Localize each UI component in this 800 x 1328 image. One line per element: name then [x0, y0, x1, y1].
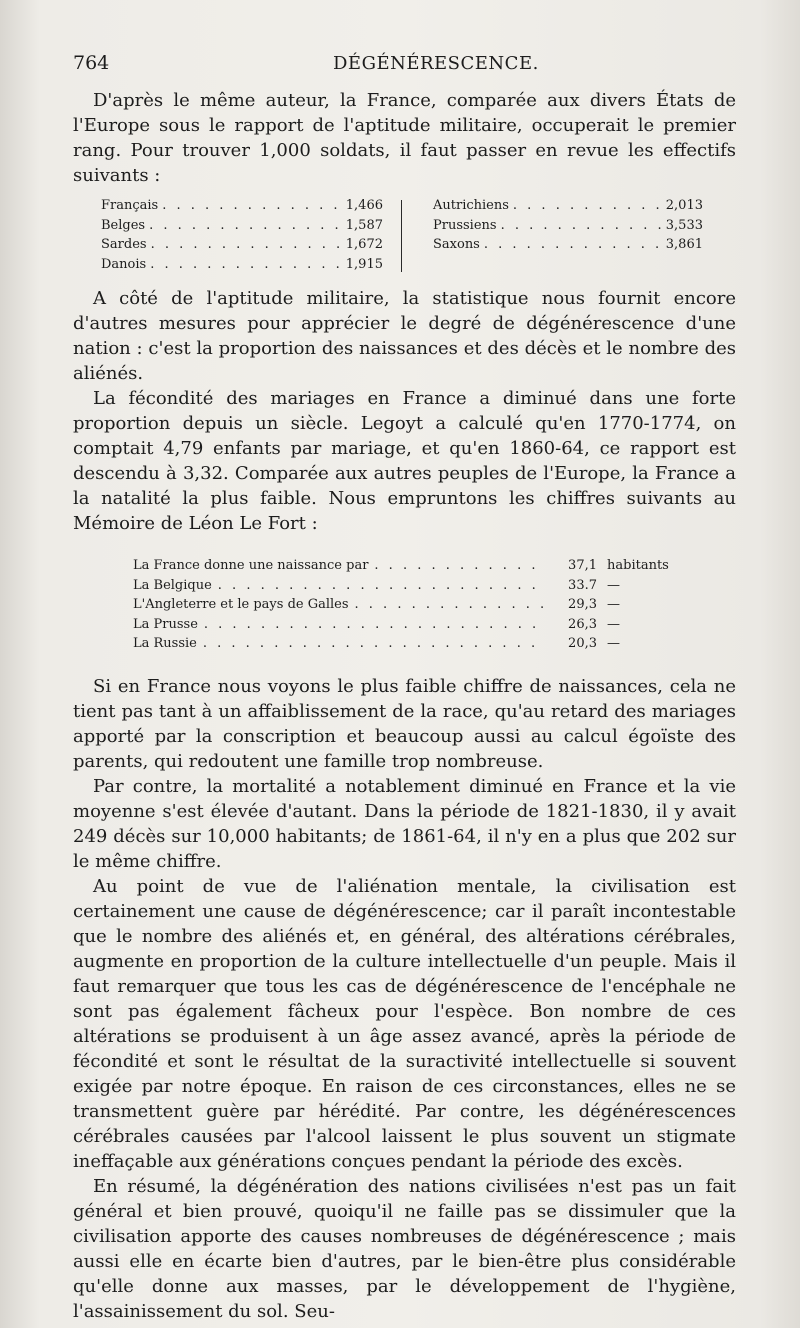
natality-row [133, 634, 679, 654]
military-row [433, 235, 703, 255]
effective-value: 1,672 [345, 237, 383, 252]
ditto-mark: — [607, 577, 620, 593]
country-name: La Russie [133, 636, 197, 651]
column-divider [401, 200, 402, 272]
natality-row [133, 576, 679, 596]
page-number: 764 [73, 52, 110, 74]
dot-leader [151, 235, 342, 255]
effective-value: 3,861 [665, 237, 703, 252]
unit-label: habitants [607, 558, 669, 573]
military-row [101, 235, 383, 255]
paragraph-birth-rate: Si en France nous voyons le plus faible chiffre de naissances, cela ne tient pas tant à un affaiblissement de la race, qu'au retard des mariages apporté par la conscription et beaucoup aussi au calcul égoïste des parents, qui redoutent une famille trop nombreuse. [73, 675, 736, 772]
dot-leader [355, 595, 543, 615]
dot-leader [374, 556, 543, 576]
country-name: Autrichiens [433, 198, 509, 213]
natality-row [133, 615, 679, 635]
military-row [433, 196, 703, 216]
military-table-right-column [433, 196, 703, 255]
page-body [73, 88, 736, 1324]
dot-leader [150, 255, 342, 275]
natality-value: 29,3 [568, 597, 597, 612]
dot-leader [204, 615, 543, 635]
ditto-mark: — [607, 616, 620, 632]
page-header [73, 52, 736, 78]
country-name: Danois [101, 256, 147, 272]
country-name: Saxons [433, 237, 480, 252]
military-table-left-column [101, 196, 383, 274]
military-row [433, 216, 703, 236]
dot-leader [149, 216, 342, 236]
military-row [101, 255, 383, 275]
effective-value: 1,466 [345, 198, 383, 213]
paragraph-mental-alienation: Au point de vue de l'aliénation mentale, la civilisation est certainement une cause de dégénérescence; car il paraît incontestable que le nombre des aliénés et, en général, des altérations cérébrales, augmente en proportion de la culture intellectuelle d'un peuple. Mais il faut remarquer que tous les cas de dégénérescence de l'encéphale ne sont pas également fâcheux pour l'espèce. Bon nombre de ces altérations se produisent à un âge assez avancé, après la période de fécondité et sont le résultat de la suractivité intellectuelle si souvent exigée par notre époque. En raison de ces circonstances, elles ne se transmettent guère par hérédité. Par contre, les dégénérescences cérébrales causées par l'alcool laissent le plus souvent un stigmate ineffaçable aux générations conçues pendant la période des excès. [73, 875, 736, 1172]
ditto-mark: — [607, 597, 620, 612]
country-name: L'Angleterre et le pays de Galles [133, 597, 349, 612]
natality-value: 26,3 [568, 616, 597, 632]
natality-value: 37,1 [568, 558, 597, 573]
dot-leader [513, 196, 662, 216]
dot-leader [501, 216, 662, 236]
paragraph-summary: En résumé, la dégénération des nations civilisées n'est pas un fait général et bien prouvé, quoiqu'il ne faille pas se dissimuler que la civilisation apporte des causes nombreuses de dégénérescence ; mais aussi elle en écarte bien d'autres, par le bien-être plus considérable qu'elle donne aux masses, par le développement de l'hygiène, l'assainissement du sol. Seu- [73, 1175, 736, 1322]
military-effectives-table [73, 196, 736, 276]
effective-value: 3,533 [665, 217, 703, 233]
country-name: Français [101, 198, 159, 213]
natality-value: 33.7 [568, 577, 597, 593]
country-name: Sardes [101, 237, 147, 252]
dot-leader [218, 576, 543, 596]
ditto-mark: — [607, 636, 620, 651]
paragraph-fecundity: La fécondité des mariages en France a diminué dans une forte proportion depuis un siècle. Legoyt a calculé qu'en 1770-1774, on comptait 4,79 enfants par mariage, et qu'en 1860-64, ce rapport est descendu à 3,32. Comparée aux autres peuples de l'Europe, la France a la natalité la plus faible. Nous empruntons les chiffres suivants au Mémoire de Léon Le Fort : [73, 388, 736, 534]
natality-value: 20,3 [568, 636, 597, 651]
military-row [101, 216, 383, 236]
country-name: La Belgique [133, 577, 212, 593]
country-name: La France donne une naissance par [133, 558, 369, 573]
effective-value: 1,587 [345, 217, 383, 233]
military-row [101, 196, 383, 216]
natality-row [133, 595, 679, 615]
country-name: Belges [101, 217, 146, 233]
paragraph-military-aptitude: D'après le même auteur, la France, comparée aux divers États de l'Europe sous le rapport de l'aptitude militaire, occuperait le premier rang. Pour trouver 1,000 soldats, il faut passer en revue les effectifs suivants : [73, 90, 736, 186]
dot-leader [484, 235, 662, 255]
dot-leader [203, 634, 543, 654]
paragraph-mortality: Par contre, la mortalité a notablement diminué en France et la vie moyenne s'est élevée d'autant. Dans la période de 1821-1830, il y avait 249 décès sur 10,000 habitants; de 1861-64, il n'y en a plus que 202 sur le même chiffre. [73, 775, 736, 872]
effective-value: 1,915 [345, 256, 383, 272]
running-title: DÉGÉNÉRESCENCE. [333, 53, 539, 74]
paragraph-statistics: A côté de l'aptitude militaire, la statistique nous fournit encore d'autres mesures pour apprécier le degré de dégénérescence d'une nation : c'est la proportion des naissances et des décès et le nombre des aliénés. [73, 288, 736, 384]
natality-row [133, 556, 679, 576]
natality-table [133, 556, 679, 654]
country-name: La Prusse [133, 616, 198, 632]
dot-leader [162, 196, 342, 216]
country-name: Prussiens [433, 217, 497, 233]
effective-value: 2,013 [665, 198, 703, 213]
